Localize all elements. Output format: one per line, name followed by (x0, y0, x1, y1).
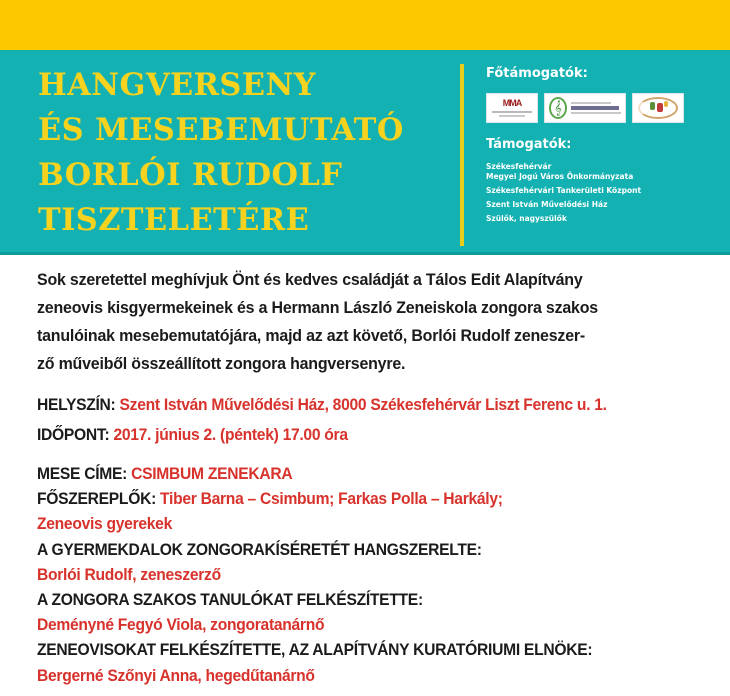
kids-teacher-label: ZENEOVISOKAT FELKÉSZÍTETTE, AZ ALAPÍTVÁNY KURATÓRIUMI ELNÖKE: (37, 641, 593, 660)
cast-label: FŐSZEREPLŐK: (37, 490, 156, 509)
arranger-label: A GYERMEKDALOK ZONGORAKÍSÉRETÉT HANGSZERELTE: (37, 540, 482, 559)
time-value: 2017. június 2. (péntek) 17.00 óra (113, 426, 348, 444)
supporters-list (486, 162, 726, 224)
talos-edit-logo (632, 93, 684, 123)
figure (664, 101, 668, 107)
sponsor-logos (486, 93, 726, 123)
figure (657, 103, 663, 112)
top-yellow-band (0, 0, 730, 50)
tale-title-row (37, 462, 592, 487)
program-details (37, 462, 615, 689)
mma-logo (486, 93, 538, 123)
time-row (37, 421, 348, 449)
treble-clef-icon: 𝄞 (549, 97, 567, 119)
intro-line: zeneovis kisgyermekeinek és a Hermann László Zeneiskola zongora szakos (37, 299, 598, 317)
kids-teacher-value: Bergerné Szőnyi Anna, hegedűtanárnő (37, 666, 315, 685)
title-line: TISZTELETÉRE (38, 202, 310, 238)
piano-teacher-label: A ZONGORA SZAKOS TANULÓKAT FELKÉSZÍTETTE: (37, 591, 423, 610)
intro-line: ző műveiből összeállított zongora hangversenyre. (37, 355, 406, 373)
invitation-body (37, 266, 727, 685)
cast-row (37, 487, 592, 512)
logo-text-line (499, 115, 525, 117)
supporter-item: Szülők, nagyszülők (486, 214, 567, 223)
logo-text-line (571, 112, 621, 114)
event-title (38, 63, 404, 243)
supporters-heading: Támogatók: (486, 137, 572, 152)
main-sponsors-heading: Főtámogatók: (486, 66, 588, 81)
sponsors-section (486, 66, 726, 228)
title-line: ÉS MESEBEMUTATÓ (38, 112, 404, 148)
children-figures-icon (638, 97, 678, 119)
time-label: IDŐPONT: (37, 426, 110, 444)
vertical-divider (460, 64, 464, 246)
logo-text-line (571, 106, 619, 110)
cast-value-continued: Zeneovis gyerekek (37, 515, 172, 534)
invitation-text (37, 266, 727, 378)
header-panel (0, 50, 730, 255)
supporter-item: Székesfehérvári Tankerületi Központ (486, 186, 642, 195)
intro-line: tanulóinak mesebemutatójára, majd az azt követő, Borlói Rudolf zeneszer- (37, 327, 586, 345)
title-line: BORLÓI RUDOLF (38, 157, 343, 193)
supporter-item: Székesfehérvár (486, 162, 552, 171)
hermann-laszlo-logo (544, 93, 626, 123)
arranger-value: Borlói Rudolf, zeneszerző (37, 565, 221, 584)
supporter-item: Szent István Művelődési Ház (486, 200, 608, 209)
tale-title-value: CSIMBUM ZENEKARA (131, 465, 293, 483)
piano-teacher-value: Deményné Fegyó Viola, zongoratanárnő (37, 616, 325, 635)
logo-text (571, 102, 621, 114)
location-label: HELYSZÍN: (37, 396, 116, 414)
cast-value: Tiber Barna – Csimbum; Farkas Polla – Harkály; (160, 490, 503, 509)
location-value: Szent István Művelődési Ház, 8000 Székesfehérvár Liszt Ferenc u. 1. (119, 396, 607, 414)
intro-line: Sok szeretettel meghívjuk Önt és kedves családját a Tálos Edit Alapítvány (37, 271, 583, 289)
title-line: HANGVERSENY (38, 67, 316, 103)
location-row (37, 391, 607, 419)
supporter-item: Megyei Jogú Város Önkormányzata (486, 172, 634, 181)
mma-logo-mark: MMA (502, 98, 522, 108)
tale-title-label: MESE CÍME: (37, 465, 128, 483)
logo-text-line (492, 111, 532, 113)
logo-text-line (571, 102, 611, 104)
figure (650, 102, 655, 110)
